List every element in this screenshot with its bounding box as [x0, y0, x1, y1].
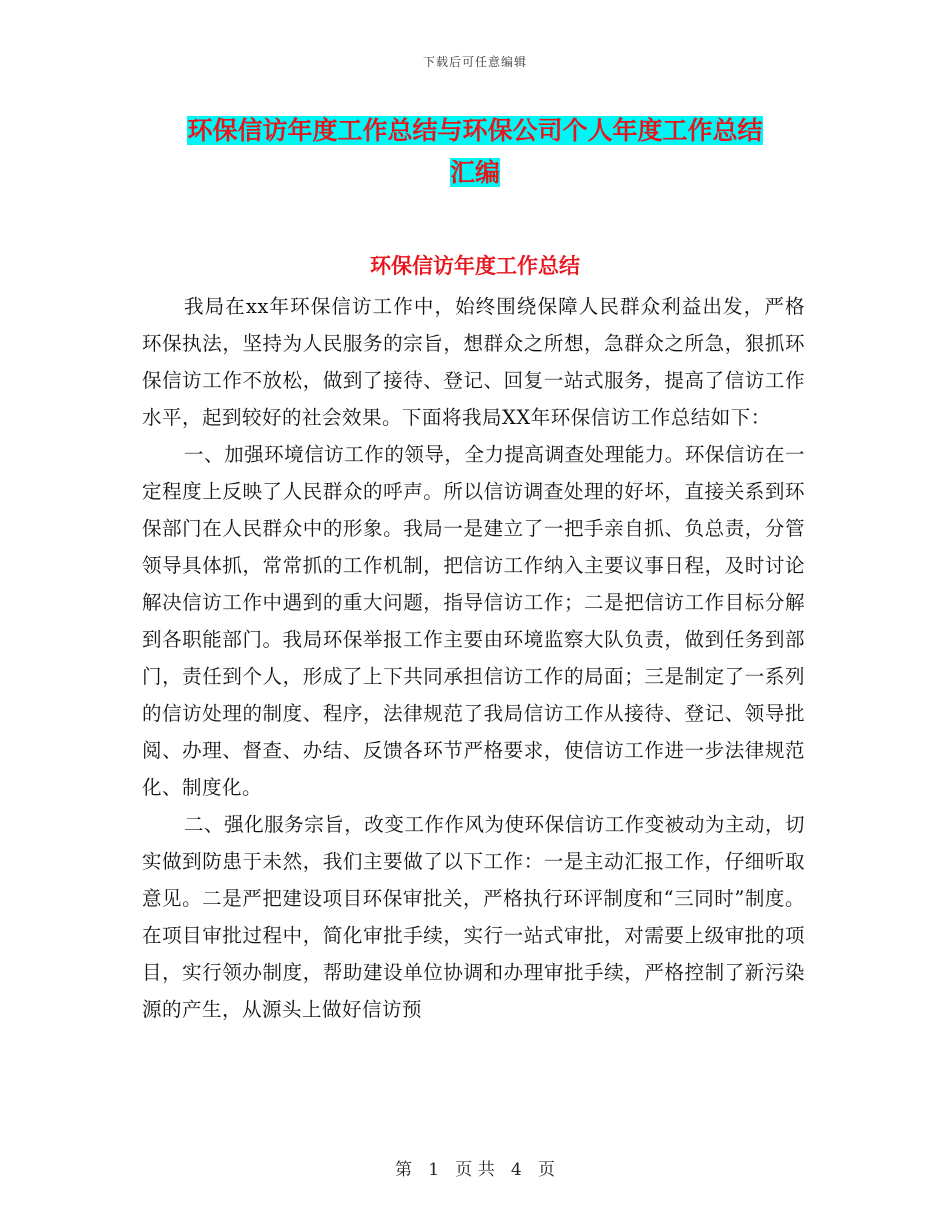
document-title-line-1: 环保信访年度工作总结与环保公司个人年度工作总结 [187, 116, 763, 145]
header-note: 下载后可任意编辑 [422, 55, 527, 69]
footer-page-number: 1 [428, 1160, 440, 1180]
paragraph-2: 一、加强环境信访工作的领导，全力提高调查处理能力。环保信访在一定程度上反映了人民群众的呼声。所以信访调查处理的好坏，直接关系到环保部门在人民群众中的形象。我局一是建立了一把手亲自抓、负总责，分管领导具体抓，常常抓的工作机制，把信访工作纳入主要议事日程，及时讨论解决信访工作中遇到的重大问题，指导信访工作；二是把信访工作目标分解到各职能部门。我局环保举报工作主要由环境监察大队负责，做到任务到部门，责任到个人，形成了上下共同承担信访工作的局面；三是制定了一系列的信访处理的制度、程序，法律规范了我局信访工作从接待、登记、领导批阅、办理、督查、办结、反馈各环节严格要求，使信访工作进一步法律规范化、制度化。 [142, 443, 805, 799]
footer-suffix: 页 [537, 1160, 555, 1180]
paragraph-3: 二、强化服务宗旨，改变工作作风为使环保信访工作变被动为主动，切实做到防患于未然，我们主要做了以下工作：一是主动汇报工作，仔细听取意见。二是严把建设项目环保审批关，严格执行环评制度和“三同时”制度。在项目审批过程中，简化审批手续，实行一站式审批，对需要上级审批的项目，实行领办制度，帮助建设单位协调和办理审批手续，严格控制了新污染源的产生，从源头上做好信访预 [142, 813, 805, 1021]
document-title [100, 110, 850, 194]
footer-middle: 页 共 [455, 1160, 495, 1180]
footer-prefix: 第 [395, 1160, 413, 1180]
document-body [142, 288, 805, 1028]
document-title-line-2: 汇编 [449, 158, 500, 187]
section-title: 环保信访年度工作总结 [370, 254, 580, 278]
page-footer [0, 1155, 950, 1180]
footer-total-pages: 4 [510, 1160, 522, 1180]
paragraph-1: 我局在xx年环保信访工作中，始终围绕保障人民群众利益出发，严格环保执法，坚持为人民服务的宗旨，想群众之所想，急群众之所急，狠抓环保信访工作不放松，做到了接待、登记、回复一站式服务，提高了信访工作水平，起到较好的社会效果。下面将我局XX年环保信访工作总结如下： [142, 295, 805, 429]
